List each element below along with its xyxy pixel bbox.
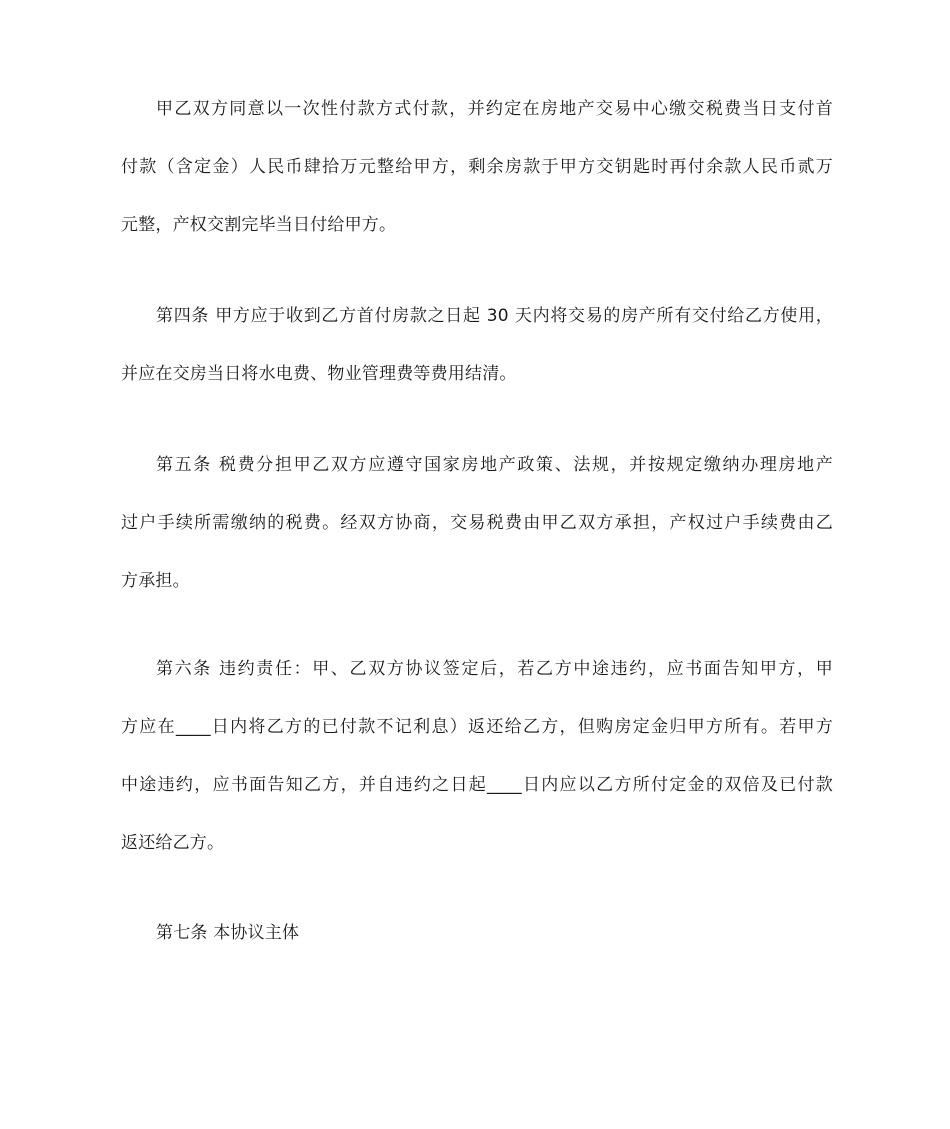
text-line: 过户手续所需缴纳的税费。经双方协商，交易税费由甲乙双方承担，产权过户手续费由乙 [121,513,833,533]
text-line: 方承担。 [121,571,190,591]
text-line: 元整，产权交割完毕当日付给甲方。 [121,215,397,235]
paragraph-article-7 [121,904,833,962]
text-line: 第五条 税费分担甲乙双方应遵守国家房地产政策、法规，并按规定缴纳办理房地产 [156,455,833,475]
paragraph-article-5 [121,436,833,610]
text-line: 并应在交房当日将水电费、物业管理费等费用结清。 [121,364,517,384]
text-line: 第六条 违约责任：甲、乙双方协议签定后，若乙方中途违约，应书面告知甲方，甲 [156,659,833,679]
text-line: 付款（含定金）人民币肆拾万元整给甲方，剩余房款于甲方交钥匙时再付余款人民币贰万 [121,157,833,177]
text-line: 返还给乙方。 [121,833,225,853]
text-line: 第四条 甲方应于收到乙方首付房款之日起 30 天内将交易的房产所有交付给乙方使用， [156,306,833,326]
text-line: 第七条 本协议主体 [156,923,300,943]
text-line: 中途违约，应书面告知乙方，并自违约之日起____日内应以乙方所付定金的双倍及已付款 [121,775,833,795]
text-line: 方应在____日内将乙方的已付款不记利息）返还给乙方，但购房定金归甲方所有。若甲方 [121,717,833,737]
paragraph-payment-terms [121,80,833,254]
paragraph-article-6 [121,640,833,872]
paragraph-article-4 [121,287,833,403]
text-line: 甲乙双方同意以一次性付款方式付款，并约定在房地产交易中心缴交税费当日支付首 [156,99,833,119]
